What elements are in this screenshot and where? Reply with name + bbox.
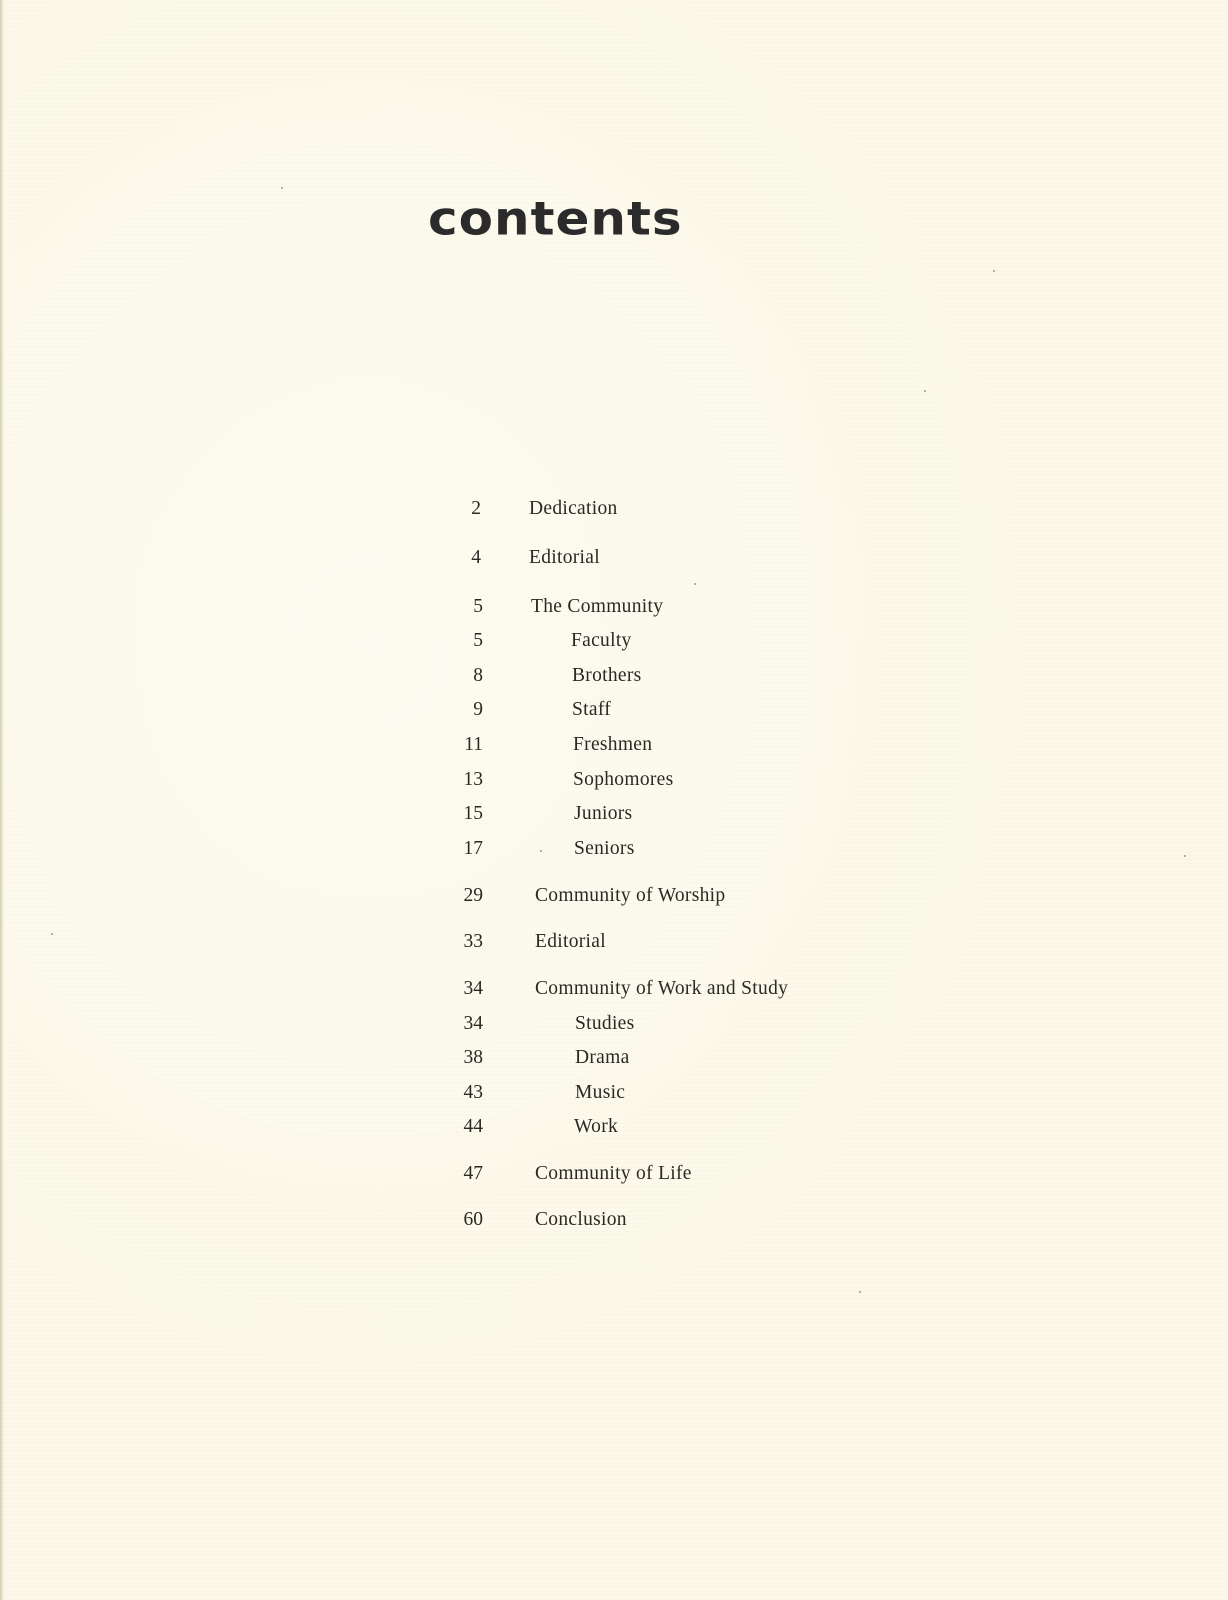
toc-entry-title: Work <box>574 1116 619 1137</box>
toc-entry-title: Conclusion <box>535 1209 627 1230</box>
toc-entry-title: Music <box>575 1082 626 1103</box>
toc-entry-title: Brothers <box>572 665 642 686</box>
toc-page-number: 44 <box>463 1116 483 1137</box>
toc-entry-title: Editorial <box>529 547 600 568</box>
toc-page-number: 33 <box>463 931 483 952</box>
toc-entry-title: Faculty <box>571 630 632 651</box>
toc-page-number: 15 <box>463 803 483 824</box>
toc-page-number: 13 <box>463 769 483 790</box>
toc-page-number: 34 <box>463 978 483 999</box>
page-edge <box>0 0 4 1600</box>
paper-speck <box>281 187 283 189</box>
toc-page-number: 34 <box>463 1013 483 1034</box>
toc-entry-title: Seniors <box>574 838 635 859</box>
toc-page-number: 9 <box>473 699 483 720</box>
toc-page-number: 11 <box>464 734 483 755</box>
toc-entry-title: Community of Worship <box>535 885 726 906</box>
toc-page-number: 5 <box>473 596 483 617</box>
toc-page-number: 47 <box>463 1163 483 1184</box>
toc-page-number: 17 <box>463 838 483 859</box>
paper-speck <box>694 583 696 585</box>
toc-entry-title: Studies <box>575 1013 635 1034</box>
toc-entry-title: Community of Work and Study <box>535 978 789 999</box>
toc-entry-title: Freshmen <box>573 734 653 755</box>
paper-speck <box>924 390 926 392</box>
toc-page-number: 43 <box>463 1082 483 1103</box>
toc-entry-title: Staff <box>572 699 612 720</box>
toc-page-number: 4 <box>471 547 481 568</box>
table-of-contents <box>463 0 890 1600</box>
toc-entry-title: Editorial <box>535 931 606 952</box>
toc-page-number: 8 <box>473 665 483 686</box>
toc-entry-title: Juniors <box>574 803 633 824</box>
toc-page-number: 29 <box>463 885 483 906</box>
toc-entry-title: The Community <box>531 596 664 617</box>
paper-speck <box>1184 855 1186 857</box>
paper-speck <box>859 1291 861 1293</box>
toc-entry-title: Community of Life <box>535 1163 692 1184</box>
toc-entry-title: Dedication <box>529 498 618 519</box>
paper-speck <box>540 850 542 852</box>
toc-page-number: 38 <box>463 1047 483 1068</box>
toc-entry-title: Drama <box>575 1047 630 1068</box>
paper-speck <box>993 270 995 272</box>
toc-entry-title: Sophomores <box>573 769 674 790</box>
toc-page-number: 2 <box>471 498 481 519</box>
paper-speck <box>51 933 53 935</box>
toc-page-number: 5 <box>473 630 483 651</box>
page-title: contents <box>428 192 683 246</box>
toc-page-number: 60 <box>463 1209 483 1230</box>
